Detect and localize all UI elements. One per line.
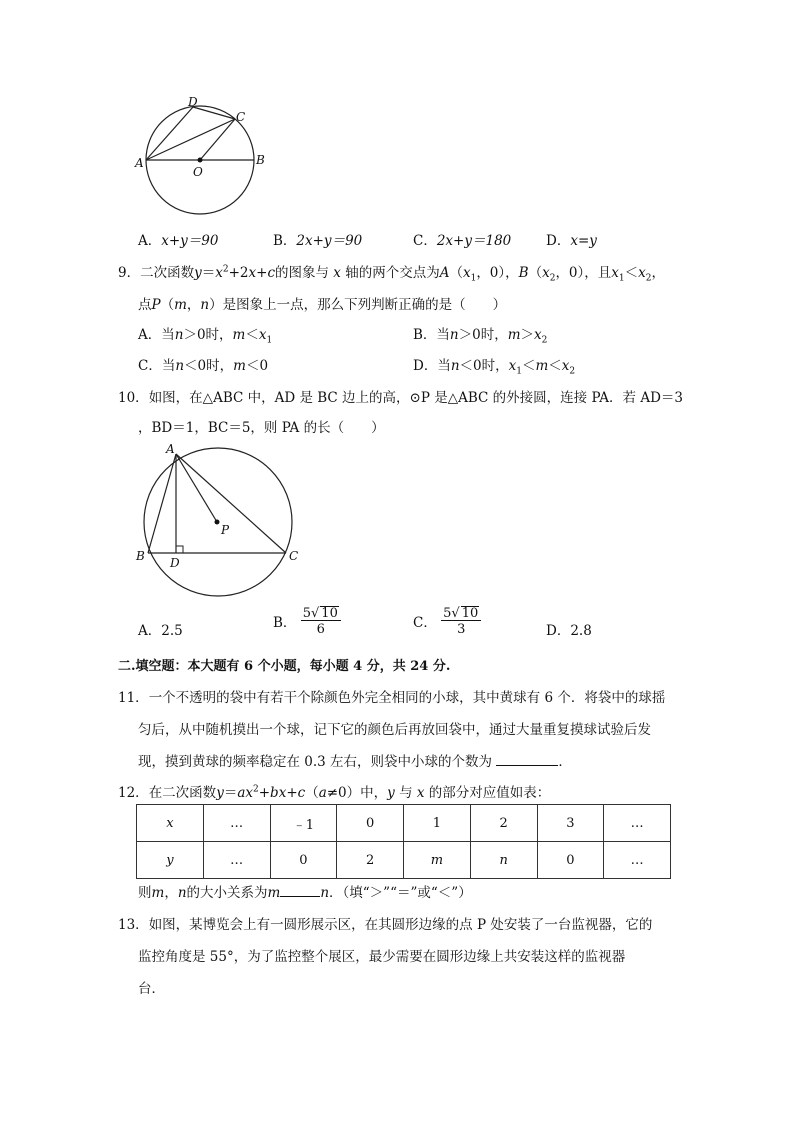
table-cell: 2 [470,805,537,842]
q9-option-c: C．当n＜0时，m＜0 [138,358,269,374]
center-dot-p [215,520,220,525]
values-table [136,804,671,879]
q8-option-d: D．x=y [546,233,597,249]
table-cell: m [404,842,471,879]
q9-option-b: B．当n＞0时，$m>x_2$ [413,327,548,346]
label-b: B [136,549,145,563]
q10-line2: ，BD＝1，BC＝5，则 PA 的长（ ） [138,420,385,436]
q10-option-a: A．2.5 [138,623,183,639]
figure-triangle-circle [132,440,308,600]
q11-line3: 现，摸到黄球的频率稳定在 0.3 左右，则袋中小球的个数为 ． [138,754,572,770]
label-d: D [170,556,180,570]
label-o: O [193,165,203,179]
table-cell: 1 [404,805,471,842]
q9-option-a: A．当n＞0时，$m<x_1$ [138,327,273,346]
q10-line1: 10．如图，在△ABC 中，AD 是 BC 边上的高，⊙P 是△ABC 的外接圆，连接 PA．若 AD＝3 [118,390,684,406]
table-cell: x [137,805,204,842]
label-c: C [289,549,299,563]
q13-line3: 台． [138,981,165,997]
right-angle-mark [176,546,183,553]
table-cell: … [604,842,671,879]
table-row-y [137,842,671,879]
segment-pa [176,454,217,522]
center-dot-o [198,158,203,163]
label-p: P [221,523,230,537]
table-cell: 0 [270,842,337,879]
table-cell: 0 [337,805,404,842]
q8-option-a: A．x+y＝90 [138,233,219,249]
table-cell: ﹣1 [270,805,337,842]
chord-dc [193,107,235,119]
answer-blank[interactable] [280,884,320,897]
q9-option-d: D．当n＜0时，$x_1<m<x_2$ [413,358,576,377]
side-ab [148,454,176,553]
label-d: D [188,95,198,109]
table-cell: … [604,805,671,842]
label-b: B [256,153,265,167]
table-cell: 0 [537,842,604,879]
q9-line1: 9．二次函数$y=x^2+2x+c$的图象与 x 轴的两个交点为$A(x_1$，0），$B(x_2$，0），且$x_1<x_2$， [118,264,665,284]
q12-line1: 12．在二次函数$y=ax^2+bx+c(a\ne 0)$中，y 与 x 的部分对应值如表： [118,784,551,801]
q13-line1: 13．如图，某博览会上有一圆形展示区，在其圆形边缘的点 P 处安装了一台监视器，它的 [118,917,653,933]
table-cell: 2 [337,842,404,879]
label-a: A [166,442,175,456]
q13-line2: 监控角度是 55°，为了监控整个展区，最少需要在圆形边缘上共安装这样的监视器 [138,949,626,965]
table-cell: … [203,805,270,842]
fraction-b: $\frac{5√ 10}{6}$ [301,606,341,636]
q9-line2: 点P（m，n）是图象上一点，那么下列判断正确的是（ ） [138,297,507,313]
q10-option-d: D．2.8 [546,623,592,639]
q12-after-table: 则m，n的大小关系为m n．（填“＞”“＝”或“＜”） [138,885,472,901]
q11-line2: 匀后，从中随机摸出一个球，记下它的颜色后再放回袋中，通过大量重复摸球试验后发 [138,722,651,738]
figure-circle-abcd [130,92,280,220]
fraction-c: $\frac{5√ 10}{3}$ [441,606,481,636]
table-cell: … [203,842,270,879]
q10-option-b: B． $\frac{5√ 10}{6}$ [273,606,341,636]
section-2-heading: 二.填空题：本大题有 6 个小题，每小题 4 分，共 24 分. [118,659,451,674]
table-cell: n [470,842,537,879]
answer-blank[interactable] [496,753,558,766]
q8-option-c: C．2x+y＝180 [413,233,512,249]
q10-option-c: C． $\frac{5√ 10}{3}$ [413,606,481,636]
q11-line1: 11．一个不透明的袋中有若干个除颜色外完全相同的小球，其中黄球有 6 个．将袋中的球摇 [118,690,666,706]
label-a: A [135,156,144,170]
label-c: C [236,110,246,124]
table-cell: 3 [537,805,604,842]
segment-oc [200,119,235,160]
q8-option-b: B．2x+y＝90 [273,233,363,249]
table-cell: y [137,842,204,879]
table-row-x [137,805,671,842]
